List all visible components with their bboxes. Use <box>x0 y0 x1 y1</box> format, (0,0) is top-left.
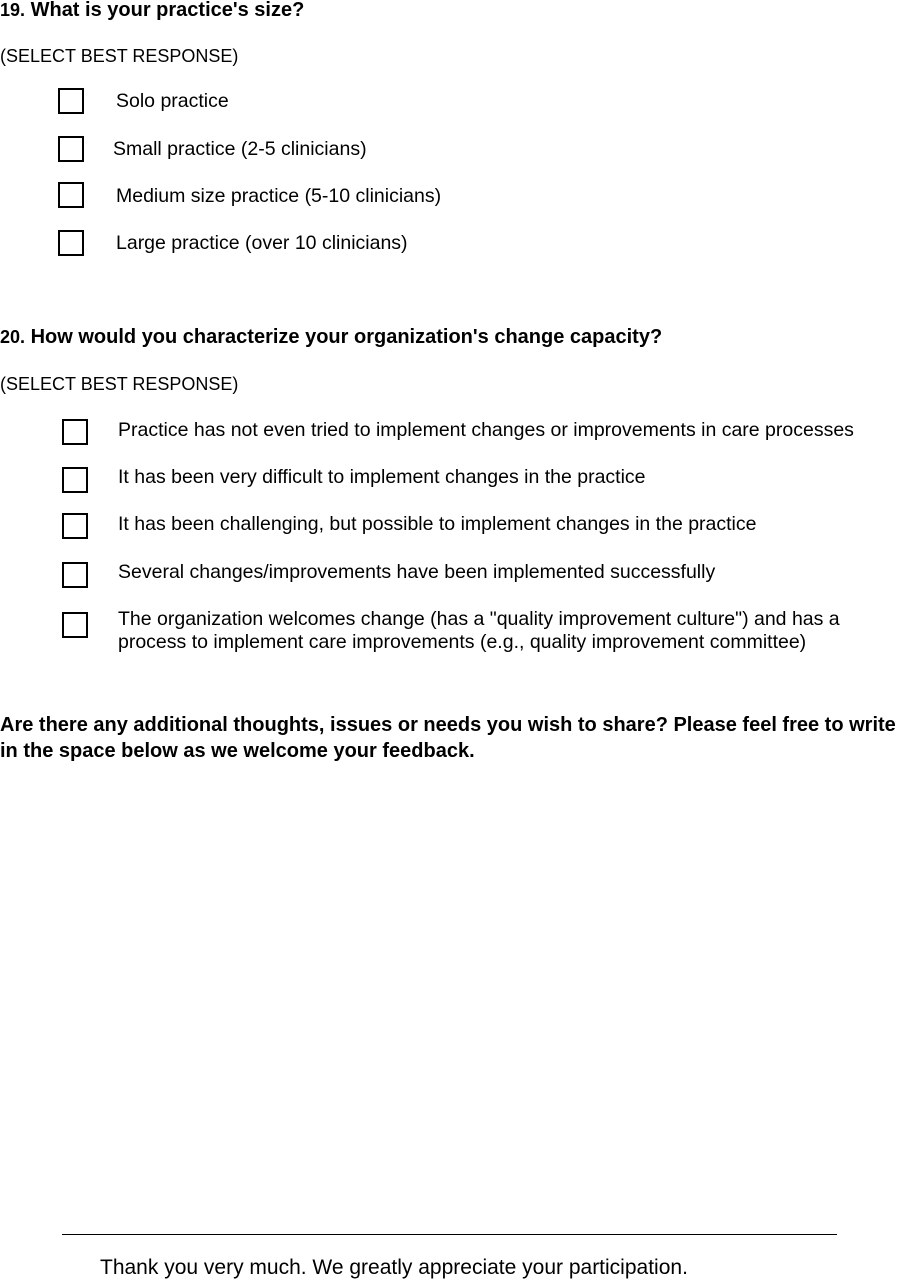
q20-option-4-label: Several changes/improvements have been implemented successfully <box>118 561 716 583</box>
question-20-instruction: (SELECT BEST RESPONSE) <box>0 374 239 394</box>
question-19-number: 19. <box>0 0 26 20</box>
question-20-text: How would you characterize your organization's change capacity? <box>30 326 663 348</box>
q20-option-1-checkbox[interactable] <box>62 419 88 445</box>
q20-option-3-checkbox[interactable] <box>62 513 88 539</box>
footer-divider <box>62 1234 837 1235</box>
q20-option-5-checkbox[interactable] <box>62 612 88 638</box>
question-20-title <box>0 325 662 349</box>
q20-option-2-checkbox[interactable] <box>62 467 88 493</box>
q20-option-5-label: The organization welcomes change (has a "quality improvement culture") and has a process to implement care improvements (e.g., quality improvement committee) <box>118 608 840 653</box>
feedback-prompt: Are there any additional thoughts, issues or needs you wish to share? Please feel free to write in the space below as we welcome your feedback. <box>0 714 896 762</box>
thank-you-note: Thank you very much. We greatly appreciate your participation. <box>100 1256 688 1279</box>
q20-option-2-label: It has been very difficult to implement changes in the practice <box>118 466 646 488</box>
q19-option-3-label: Medium size practice (5-10 clinicians) <box>116 185 442 207</box>
question-19-instruction: (SELECT BEST RESPONSE) <box>0 46 239 66</box>
question-19-title <box>0 0 304 22</box>
q20-option-3-label: It has been challenging, but possible to implement changes in the practice <box>118 513 757 535</box>
q19-option-4-checkbox[interactable] <box>58 230 84 256</box>
feedback-writing-area[interactable] <box>0 775 915 1215</box>
q19-option-2-label: Small practice (2-5 clinicians) <box>113 138 367 160</box>
question-19-text: What is your practice's size? <box>30 0 305 21</box>
q19-option-1-label: Solo practice <box>116 90 229 112</box>
q19-option-1-checkbox[interactable] <box>58 88 84 114</box>
q20-option-1-label: Practice has not even tried to implement changes or improvements in care processes <box>118 419 854 441</box>
q20-option-4-checkbox[interactable] <box>62 562 88 588</box>
q19-option-4-label: Large practice (over 10 clinicians) <box>116 232 408 254</box>
q19-option-2-checkbox[interactable] <box>58 136 84 162</box>
question-20-number: 20. <box>0 327 26 347</box>
q19-option-3-checkbox[interactable] <box>58 182 84 208</box>
